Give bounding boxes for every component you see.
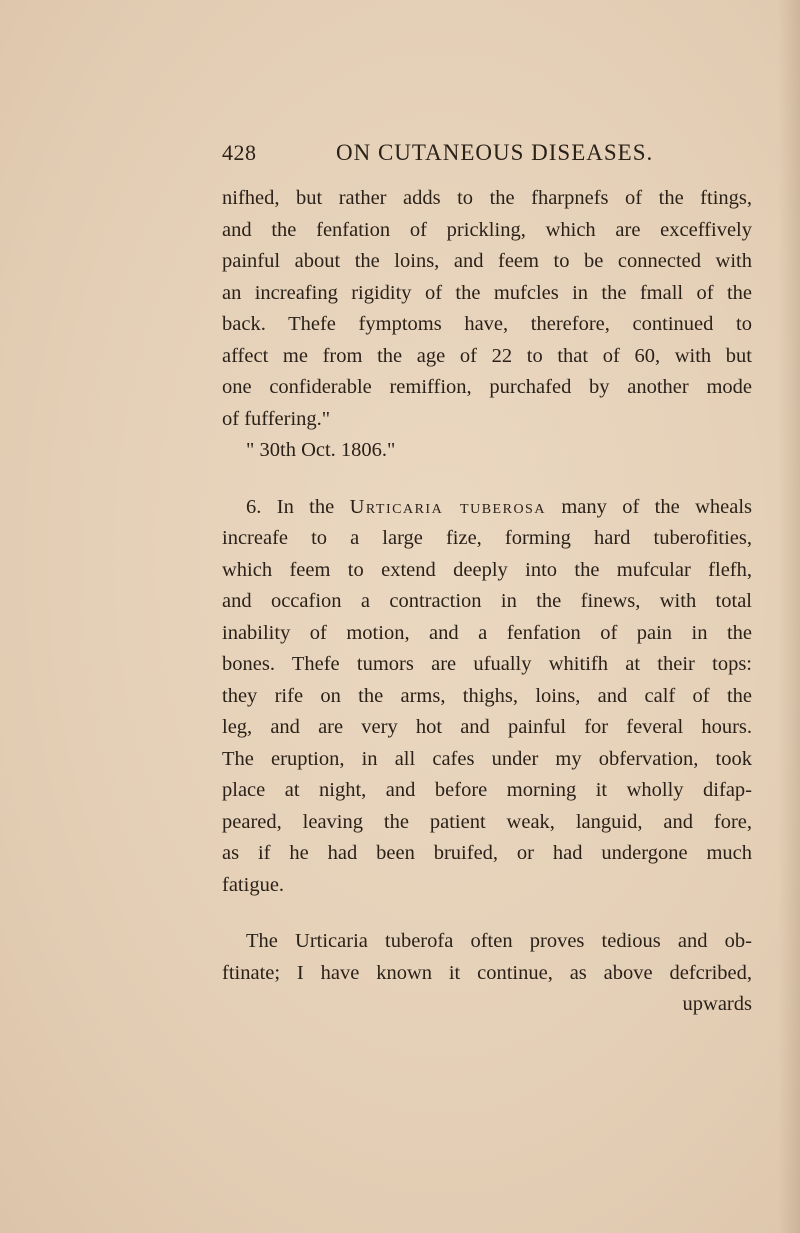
text-line: painful about the loins, and feem to be connected with: [222, 250, 752, 272]
page-number: 428: [222, 140, 257, 165]
text-line: and occafion a contraction in the finews, with total: [222, 590, 752, 612]
text-line: and the fenfation of prickling, which are exceffively: [222, 218, 752, 241]
text-line: ftinate; I have known it continue, as above defcribed,: [222, 961, 752, 984]
date-line: " 30th Oct. 1806.": [246, 439, 396, 461]
text-line: leg, and are very hot and painful for feveral hours.: [222, 716, 752, 738]
small-caps-term: Urticaria tuberosa: [349, 495, 546, 518]
text-line: of fuffering.": [222, 407, 331, 430]
paragraph-gap: [222, 901, 752, 926]
text-line: back. Thefe fymptoms have, therefore, continued to: [222, 313, 752, 335]
text-line: affect me from the age of 22 to that of 60, with but: [222, 344, 752, 367]
paragraph-start-line: The Urticaria tuberofa often proves tedious and ob-: [246, 930, 752, 952]
text-line: bones. Thefe tumors are ufually whitifh at their tops:: [222, 653, 752, 675]
paragraph-gap: [222, 467, 752, 492]
page-header: [222, 140, 762, 174]
text-line: one confiderable remiffion, purchafed by another mode: [222, 376, 752, 398]
text-line: The eruption, in all cafes under my obfervation, took: [222, 747, 752, 770]
text-line: nifhed, but rather adds to the fharpnefs of the ftings,: [222, 187, 752, 209]
text-run: 6. In the: [246, 495, 335, 518]
text-line: inability of motion, and a fenfation of pain in the: [222, 621, 752, 644]
text-line: they rife on the arms, thighs, loins, and calf of the: [222, 684, 752, 707]
paragraph-start-line: [222, 492, 752, 524]
text-line: as if he had been bruifed, or had undergone much: [222, 842, 752, 864]
text-line: which feem to extend deeply into the mufcular flefh,: [222, 558, 752, 581]
text-line: peared, leaving the patient weak, languid, and fore,: [222, 810, 752, 833]
text-line: increafe to a large fize, forming hard tuberofities,: [222, 527, 752, 549]
text-line: an increafing rigidity of the mufcles in the fmall of the: [222, 281, 752, 304]
text-run: many of the wheals: [561, 495, 753, 518]
text-line: place at night, and before morning it wholly difap-: [222, 779, 752, 801]
running-head: ON CUTANEOUS DISEASES.: [336, 140, 654, 165]
page-edge-shadow: [778, 0, 800, 1233]
body-text: [222, 183, 752, 1021]
catchword: upwards: [682, 993, 752, 1015]
text-line: fatigue.: [222, 873, 285, 896]
